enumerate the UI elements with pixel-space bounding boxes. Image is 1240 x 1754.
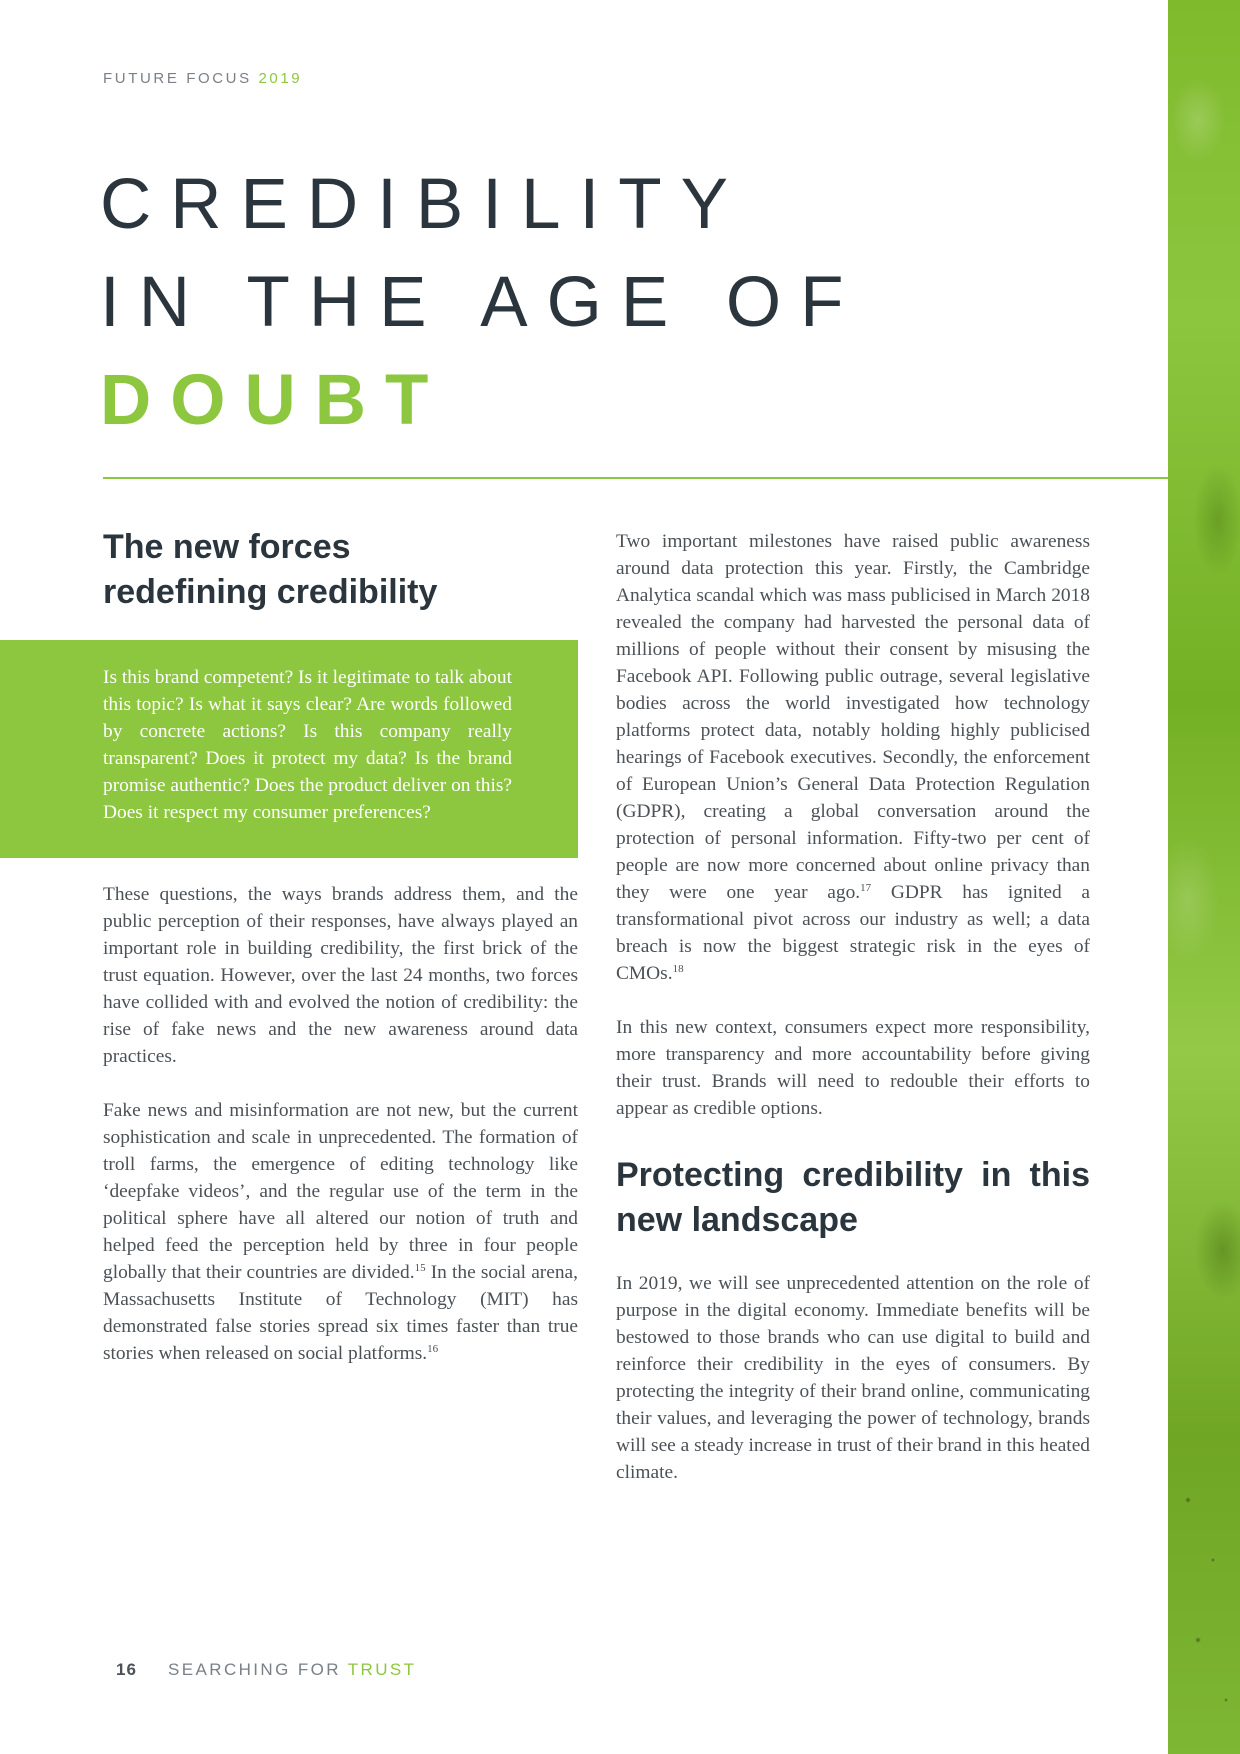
footnote-ref-17: 17	[860, 882, 872, 894]
paragraph-2019-outlook: In 2019, we will see unprecedented attention on the role of purpose in the digital economy. Immediate benefits will be bestowed to those brands who can use digital to build and reinforce their credibility in the eyes of consumers. By protecting the integrity of their brand online, communicating their values, and leveraging the power of technology, brands will see a steady increase in trust of their brand in this heated climate.	[616, 1273, 1090, 1483]
callout-box	[0, 640, 578, 858]
running-head	[103, 70, 302, 87]
left-column	[103, 881, 578, 1394]
title-line-2: IN THE AGE OF	[100, 263, 863, 342]
running-head-year: 2019	[258, 70, 303, 87]
decorative-grass-strip	[1168, 0, 1240, 1754]
page-title	[100, 156, 863, 450]
title-line-1: CREDIBILITY	[100, 165, 747, 244]
paragraph-data-milestones-part2: GDPR has ignited a transformational pivot across our industry as well; a data breach is now the biggest strategic risk in the eyes of CMOs.	[616, 882, 1090, 984]
footer-text: SEARCHING FOR	[168, 1660, 341, 1679]
title-line-3: DOUBT	[100, 361, 448, 440]
footnote-ref-15: 15	[414, 1262, 426, 1274]
footer-accent: TRUST	[347, 1660, 417, 1679]
title-divider	[103, 477, 1168, 479]
paragraph-fake-news-part1: Fake news and misinformation are not new, but the current sophistication and scale in unprecedented. The formation of troll farms, the emergence of editing technology like ‘deepfake videos’, and the regular use of the term in the political sphere have all altered our notion of truth and helped feed the perception held by three in four people globally that their countries are divided.	[103, 1100, 578, 1283]
heading-line-1: The new forces	[103, 528, 351, 566]
paragraph-data-milestones-part1: Two important milestones have raised public awareness around data protection this year. Firstly, the Cambridge Analytica scandal which was mass publicised in March 2018 revealed the company had harvested the personal data of millions of people without their consent by misusing the Facebook API. Following public outrage, several legislative bodies across the world investigated how technology platforms protect data, notably holding highly publicised hearings of Facebook executives. Secondly, the enforcement of European Union’s General Data Protection Regulation (GDPR), creating a global conversation around the protection of personal information. Fifty-two per cent of people are now more concerned about online privacy than they were one year ago.	[616, 531, 1090, 903]
right-column	[616, 528, 1090, 1513]
paragraph-fake-news	[103, 1097, 578, 1367]
page-number: 16	[116, 1660, 137, 1679]
paragraph-questions: These questions, the ways brands address them, and the public perception of their responses, have always played an important role in building credibility, the first brick of the trust equation. However, over the last 24 months, two forces have collided with and evolved the notion of credibility: the rise of fake news and the new awareness around data practices.	[103, 884, 578, 1067]
paragraph-data-milestones	[616, 528, 1090, 987]
page-footer	[116, 1660, 416, 1680]
paragraph-new-context: In this new context, consumers expect more responsibility, more transparency and more accountability before giving their trust. Brands will need to redouble their efforts to appear as credible options.	[616, 1017, 1090, 1119]
section-heading-protecting-credibility: Protecting credibility in this new landscape	[616, 1156, 1090, 1239]
heading-line-2: redefining credibility	[103, 573, 438, 611]
paragraph-fake-news-part2: In the social arena, Massachusetts Institute of Technology (MIT) has demonstrated false stories spread six times faster than true stories when released on social platforms.	[103, 1262, 579, 1364]
callout-text: Is this brand competent? Is it legitimate to talk about this topic? Is what it says clear? Are words followed by concrete actions? Is this company really transparent? Does it protect my data? Is the brand promise authentic? Does the product deliver on this? Does it respect my consumer preferences?	[103, 667, 512, 823]
running-head-text: FUTURE FOCUS	[103, 70, 252, 87]
section-heading-new-forces	[103, 525, 543, 615]
footnote-ref-16: 16	[427, 1343, 439, 1355]
footnote-ref-18: 18	[672, 963, 684, 975]
